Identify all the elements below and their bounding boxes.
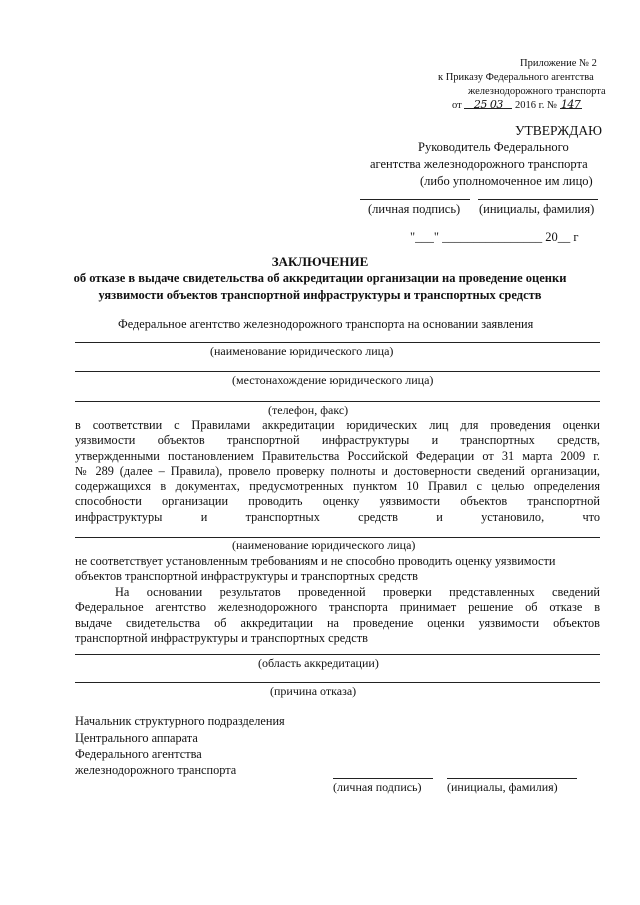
paragraph3-line: Федеральное агентство железнодорожного транспорта принимает решение об отказе в — [75, 600, 600, 615]
appendix-line1: Приложение № 2 — [520, 58, 597, 69]
approve-signature-line — [360, 199, 470, 200]
paragraph3 — [75, 585, 600, 631]
paragraph1 — [75, 418, 600, 525]
legal-entity-caption: (наименование юридического лица) — [210, 344, 394, 358]
appendix-date-field — [464, 98, 512, 109]
subtitle-line2: уязвимости объектов транспортной инфраструктуры и транспортных средств — [98, 288, 542, 302]
approve-initials-line — [478, 199, 598, 200]
appendix-year: 2016 г. № — [514, 100, 557, 111]
legal-entity-2-caption: (наименование юридического лица) — [232, 538, 416, 552]
approve-initials-caption: (инициалы, фамилия) — [479, 202, 595, 216]
document-title: ЗАКЛЮЧЕНИЕ — [271, 254, 369, 269]
signer-signature-line — [333, 778, 433, 779]
signer-line1: Начальник структурного подразделения — [75, 714, 285, 728]
legal-entity-line — [75, 342, 600, 343]
approve-date-line: "___" ________________ 20__ г — [410, 230, 579, 244]
paragraph2-line: не соответствует установленным требованиям и не способно проводить оценку уязвимости — [75, 554, 556, 568]
signer-initials-line — [447, 778, 577, 779]
refusal-reason-line — [75, 682, 600, 683]
paragraph1-line: содержащихся в документах, предусмотренных пунктом 10 Правил с целью определения — [75, 479, 600, 494]
approve-line3: (либо уполномоченное им лицо) — [420, 174, 593, 188]
signer-line3: Федерального агентства — [75, 747, 202, 761]
appendix-number-field — [560, 98, 582, 109]
paragraph3-line: На основании результатов проведенной проверки представленных сведений — [115, 585, 600, 599]
location-caption: (местонахождение юридического лица) — [232, 373, 434, 387]
appendix-line2: к Приказу Федерального агентства — [438, 72, 594, 83]
subtitle-line1: об отказе в выдаче свидетельства об аккредитации организации на проведение оценки — [73, 271, 567, 285]
appendix-date-line — [452, 98, 582, 113]
paragraph1-line: № 289 (далее – Правила), провело проверку полноты и достоверности сведений организации, — [75, 463, 600, 478]
paragraph1-line: способности организации проводить оценку уязвимости объектов транспортной — [75, 494, 600, 509]
approve-heading: УТВЕРЖДАЮ — [515, 123, 603, 138]
intro-text: Федеральное агентство железнодорожного транспорта на основании заявления — [118, 317, 534, 331]
location-line — [75, 371, 600, 372]
paragraph1-line: в соответствии с Правилами аккредитации юридических лиц для проведения оценки — [75, 418, 600, 432]
signer-line2: Центрального аппарата — [75, 731, 198, 745]
appendix-line3: железнодорожного транспорта — [468, 86, 606, 97]
paragraph1-line: уязвимости объектов транспортной инфраструктуры и транспортных средств, — [75, 433, 600, 448]
paragraph2 — [75, 554, 555, 585]
paragraph1-line: утвержденными постановлением Правительства Российской Федерации от 31 марта 2009 г. — [75, 448, 600, 463]
phone-line — [75, 401, 600, 402]
accreditation-area-caption: (область аккредитации) — [258, 656, 379, 670]
appendix-date-handwritten: 25 03 — [473, 98, 503, 111]
appendix-number-handwritten: 147 — [560, 98, 581, 111]
paragraph3-line: выдаче свидетельства об аккредитации на проведение оценки уязвимости объектов — [75, 615, 600, 630]
accreditation-area-line — [75, 654, 600, 655]
approve-line1: Руководитель Федерального — [418, 140, 569, 154]
approve-signature-caption: (личная подпись) — [368, 202, 461, 216]
phone-caption: (телефон, факс) — [268, 403, 349, 417]
appendix-ot: от — [452, 100, 462, 111]
refusal-reason-caption: (причина отказа) — [270, 684, 357, 698]
approve-line2: агентства железнодорожного транспорта — [370, 157, 588, 171]
signer-line4: железнодорожного транспорта — [75, 763, 237, 777]
paragraph3-last-line: транспортной инфраструктуры и транспортных средств — [75, 631, 368, 645]
paragraph1-line: инфраструктуры и транспортных средств и установило, что — [75, 509, 600, 524]
signer-signature-caption: (личная подпись) — [333, 780, 422, 794]
paragraph2-line: объектов транспортной инфраструктуры и транспортных средств — [75, 569, 418, 584]
signer-initials-caption: (инициалы, фамилия) — [447, 780, 558, 794]
